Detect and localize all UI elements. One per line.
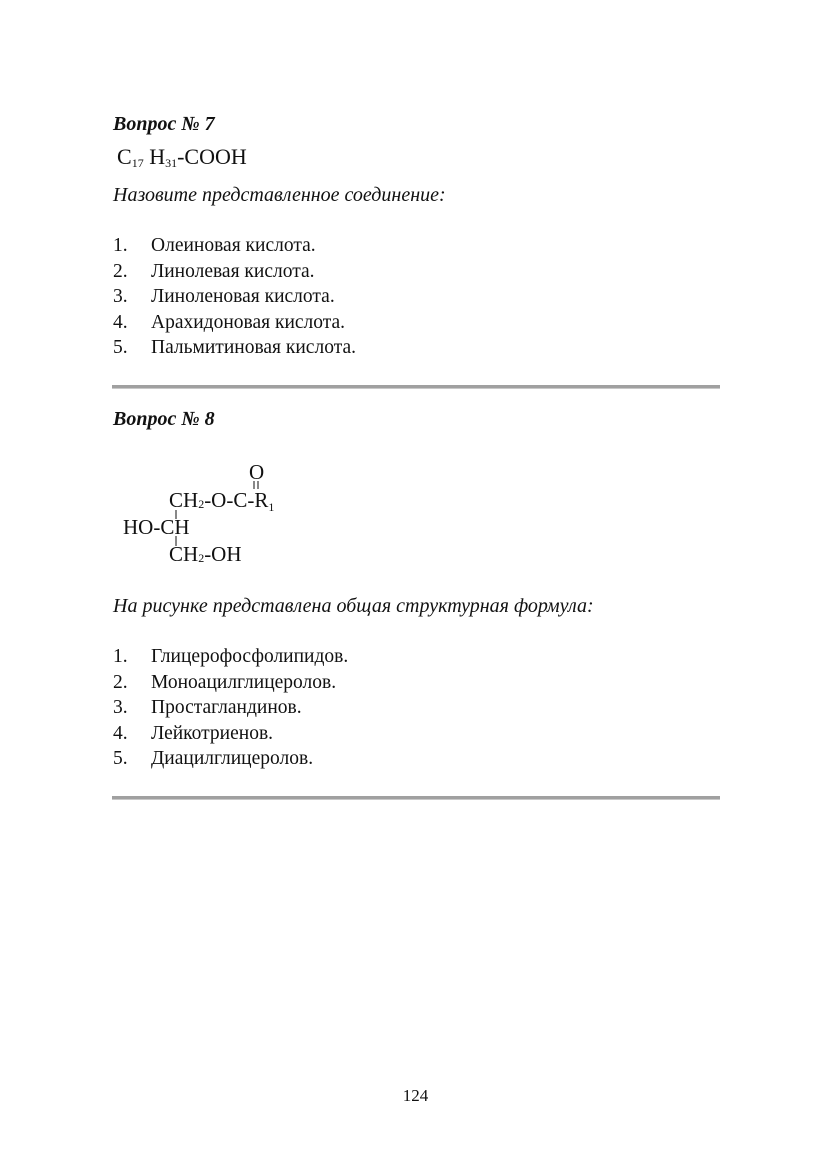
formula-hydrogen-count: 31: [165, 156, 178, 170]
answer-option[interactable]: 4. Арахидоновая кислота.: [113, 311, 346, 333]
question-7-answers: [113, 233, 356, 361]
ho-ch: HO-CH: [123, 515, 190, 539]
question-8-title: Вопрос № 8: [113, 408, 215, 430]
answer-option[interactable]: 1. Олеиновая кислота.: [113, 235, 316, 256]
ch2-bottom: CH: [169, 542, 199, 566]
question-8-prompt: На рисунке представлена общая структурная формула:: [113, 595, 594, 617]
question-7-title: Вопрос № 7: [113, 113, 215, 135]
section-divider: [112, 796, 720, 800]
formula-carboxyl: -COOH: [177, 144, 247, 169]
formula-carbon-count: 17: [131, 156, 144, 170]
ch2-bottom-index: 2: [198, 551, 205, 565]
answer-option[interactable]: 5. Пальмитиновая кислота.: [113, 337, 356, 358]
question-7-prompt: Назовите представленное соединение:: [113, 184, 446, 206]
r-index: 1: [268, 500, 275, 514]
answer-option[interactable]: 1. Глицерофосфолипидов.: [113, 646, 349, 667]
question-7-formula: [117, 144, 247, 171]
hydroxyl-group: -OH: [204, 542, 242, 566]
formula-hydrogen: H: [149, 144, 166, 169]
answer-option[interactable]: 4. Лейкотриенов.: [113, 722, 274, 744]
formula-carbon: C: [117, 144, 132, 169]
monoacylglycerol-structure: [118, 456, 358, 576]
svg-text:CH2-O-C-R1: [169, 488, 274, 514]
answer-option[interactable]: 2. Линолевая кислота.: [113, 260, 315, 282]
ester-group: -O-C-R: [204, 488, 269, 512]
carbonyl-oxygen: O: [249, 460, 265, 484]
section-divider: [112, 385, 720, 389]
svg-text:CH2-OH: [169, 542, 242, 566]
answer-option[interactable]: 3. Простагландинов.: [113, 697, 302, 718]
answer-option[interactable]: 3. Линоленовая кислота.: [113, 286, 335, 307]
ch2-top: CH: [169, 488, 199, 512]
answer-option[interactable]: 2. Моноацилглицеролов.: [113, 671, 337, 693]
page-number: 124: [402, 1086, 429, 1105]
structural-formula: [118, 456, 358, 581]
answer-option[interactable]: 5. Диацилглицеролов.: [113, 748, 314, 769]
question-8-answers: [113, 644, 348, 772]
ch2-top-index: 2: [198, 497, 205, 511]
